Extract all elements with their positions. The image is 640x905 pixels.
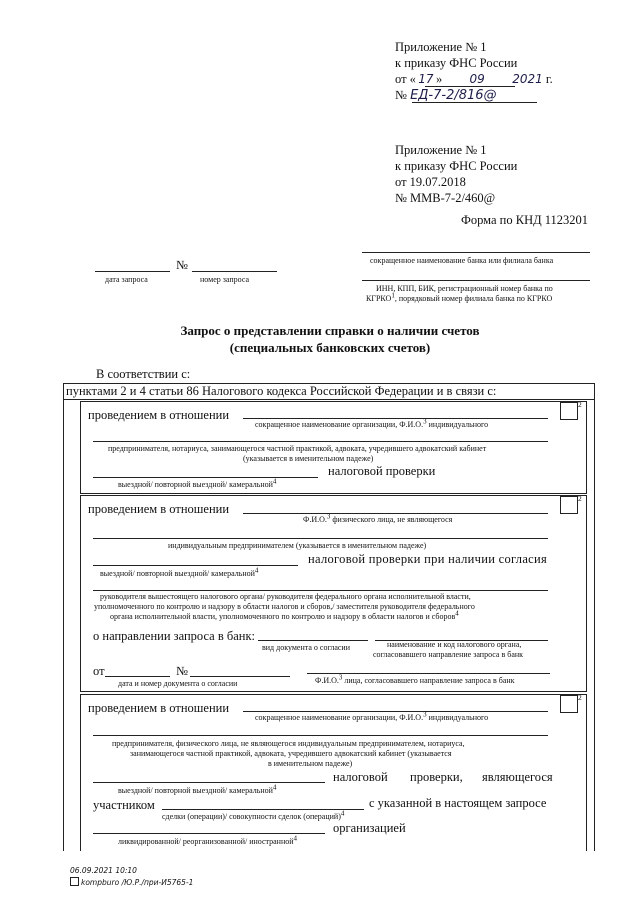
section-3-tail-1: налоговой [333, 770, 388, 784]
page-subtitle: (специальных банковских счетов) [229, 340, 431, 355]
section-3-caption-6: сделки (операции)/ совокупности сделок (операций)4 [162, 809, 345, 821]
section-2-send-lead: о направлении запроса в банк: [93, 629, 256, 643]
stamp-appendix-line: Приложение № 1 [395, 40, 487, 54]
section-1-caption-1: сокращенное наименование организации, Ф.И.О.3 индивидуального [255, 417, 489, 429]
section-1-checkbox[interactable] [560, 402, 578, 420]
bank-ids-caption-1: ИНН, КПП, БИК, регистрационный номер банка по [376, 284, 553, 293]
stamp-number: ЕД-7-2/816@ [410, 88, 497, 103]
stamp-month: 09 [469, 72, 485, 86]
intro-text: В соответствии с: [96, 367, 191, 381]
section-2-caption-6: органа исполнительной власти, уполномоченного по контролю и надзору в области налогов и сборов4 [110, 609, 459, 621]
section-3-caption-1: сокращенное наименование организации, Ф.И.О.3 индивидуального [255, 710, 489, 722]
request-date-caption: дата запроса [105, 275, 148, 284]
section-3-participant-tail: с указанной в настоящем запросе [369, 796, 547, 810]
section-2-caption-1: Ф.И.О.3 физического лица, не являющегося [303, 512, 453, 524]
section-1-tail: налоговой проверки [328, 464, 436, 478]
section-2-caption-4: руководителя вышестоящего налогового органа/ руководителя федерального органа исполнительной власти, [100, 592, 471, 601]
section-3-caption-3: занимающегося частной практикой, адвоката, учредившего адвокатский кабинет (указывается [130, 749, 452, 758]
page-title: Запрос о представлении справки о наличии счетов [180, 323, 480, 338]
section-3-caption-4: в именительном падеже) [268, 759, 353, 768]
section-3-checkbox[interactable] [560, 695, 578, 713]
section-3-lead: проведением в отношении [88, 701, 230, 715]
section-2-checkbox[interactable] [560, 496, 578, 514]
consent-kind-caption: вид документа о согласии [262, 643, 350, 652]
form-code: Форма по КНД 1123201 [461, 213, 589, 227]
section-2-marker: 2 [578, 494, 582, 503]
section-3-caption-7: ликвидированной/ реорганизованной/ иностранной4 [118, 834, 298, 846]
consent-date-number-caption: дата и номер документа о согласии [118, 679, 238, 688]
stamp-day: 17 [418, 72, 434, 86]
stamp-date-line: от « 17 » 09 2021 г. [395, 72, 553, 86]
section-1-caption-4: выездной/ повторной выездной/ камеральной4 [118, 477, 277, 489]
appendix-line-4: № ММВ-7-2/460@ [395, 191, 496, 205]
section-1-lead: проведением в отношении [88, 408, 230, 422]
appendix-line-3: от 19.07.2018 [395, 175, 466, 189]
authority-caption-1: наименование и код налогового органа, [387, 640, 522, 649]
section-3-org-tail: организацией [333, 821, 406, 835]
section-2-caption-2: индивидуальным предпринимателем (указывается в именительном падеже) [168, 541, 427, 550]
section-3-marker: 2 [578, 693, 582, 702]
section-3-tail-3: являющегося [482, 770, 553, 784]
consent-person-caption: Ф.И.О.3 лица, согласовавшего направление запроса в банк [315, 673, 515, 685]
edit-icon [70, 877, 79, 886]
section-1-caption-2: предпринимателя, нотариуса, занимающегося частной практикой, адвоката, учредившего адвокатский кабинет [108, 444, 487, 453]
appendix-line-1: Приложение № 1 [395, 143, 487, 157]
section-1-marker: 2 [578, 400, 582, 409]
request-number-sign: № [176, 258, 188, 272]
section-3-participant-lead: участником [93, 798, 155, 812]
stamp-order-line: к приказу ФНС России [395, 56, 518, 70]
section-3-caption-2: предпринимателя, физического лица, не являющегося индивидуальным предпринимателем, нотариуса, [112, 739, 465, 748]
appendix-line-2: к приказу ФНС России [395, 159, 518, 173]
basis-line: пунктами 2 и 4 статьи 86 Налогового кодекса Российской Федерации и в связи с: [66, 384, 497, 398]
bank-ids-caption-2: КГРКО1, порядковый номер филиала банка по КГРКО [366, 291, 553, 303]
section-2-caption-3: выездной/ повторной выездной/ камеральной4 [100, 566, 259, 578]
footer-path: kompburo /Ю.Р./при-И5765-1 [70, 877, 193, 887]
section-3-tail-2: проверки, [410, 770, 463, 784]
consent-number-sign: № [176, 664, 188, 678]
bank-name-caption: сокращенное наименование банка или филиала банка [370, 256, 554, 265]
section-2-tail: налоговой проверки при наличии согласия [308, 552, 548, 566]
section-3-caption-5: выездной/ повторной выездной/ камеральной4 [118, 783, 277, 795]
authority-caption-2: согласовавшего направление запроса в банк [373, 650, 524, 659]
section-2-lead: проведением в отношении [88, 502, 230, 516]
stamp-year: 2021 [512, 72, 543, 86]
footer-timestamp: 06.09.2021 10:10 [70, 866, 137, 875]
request-number-caption: номер запроса [200, 275, 250, 284]
section-1-caption-3: (указывается в именительном падеже) [243, 454, 374, 463]
stamp-number-line: № ЕД-7-2/816@ [395, 88, 497, 103]
consent-from-label: от [93, 664, 105, 678]
section-2-caption-5: уполномоченного по контролю и надзору в области налогов и сборов,/ заместителя руководителя федерального [94, 602, 475, 611]
